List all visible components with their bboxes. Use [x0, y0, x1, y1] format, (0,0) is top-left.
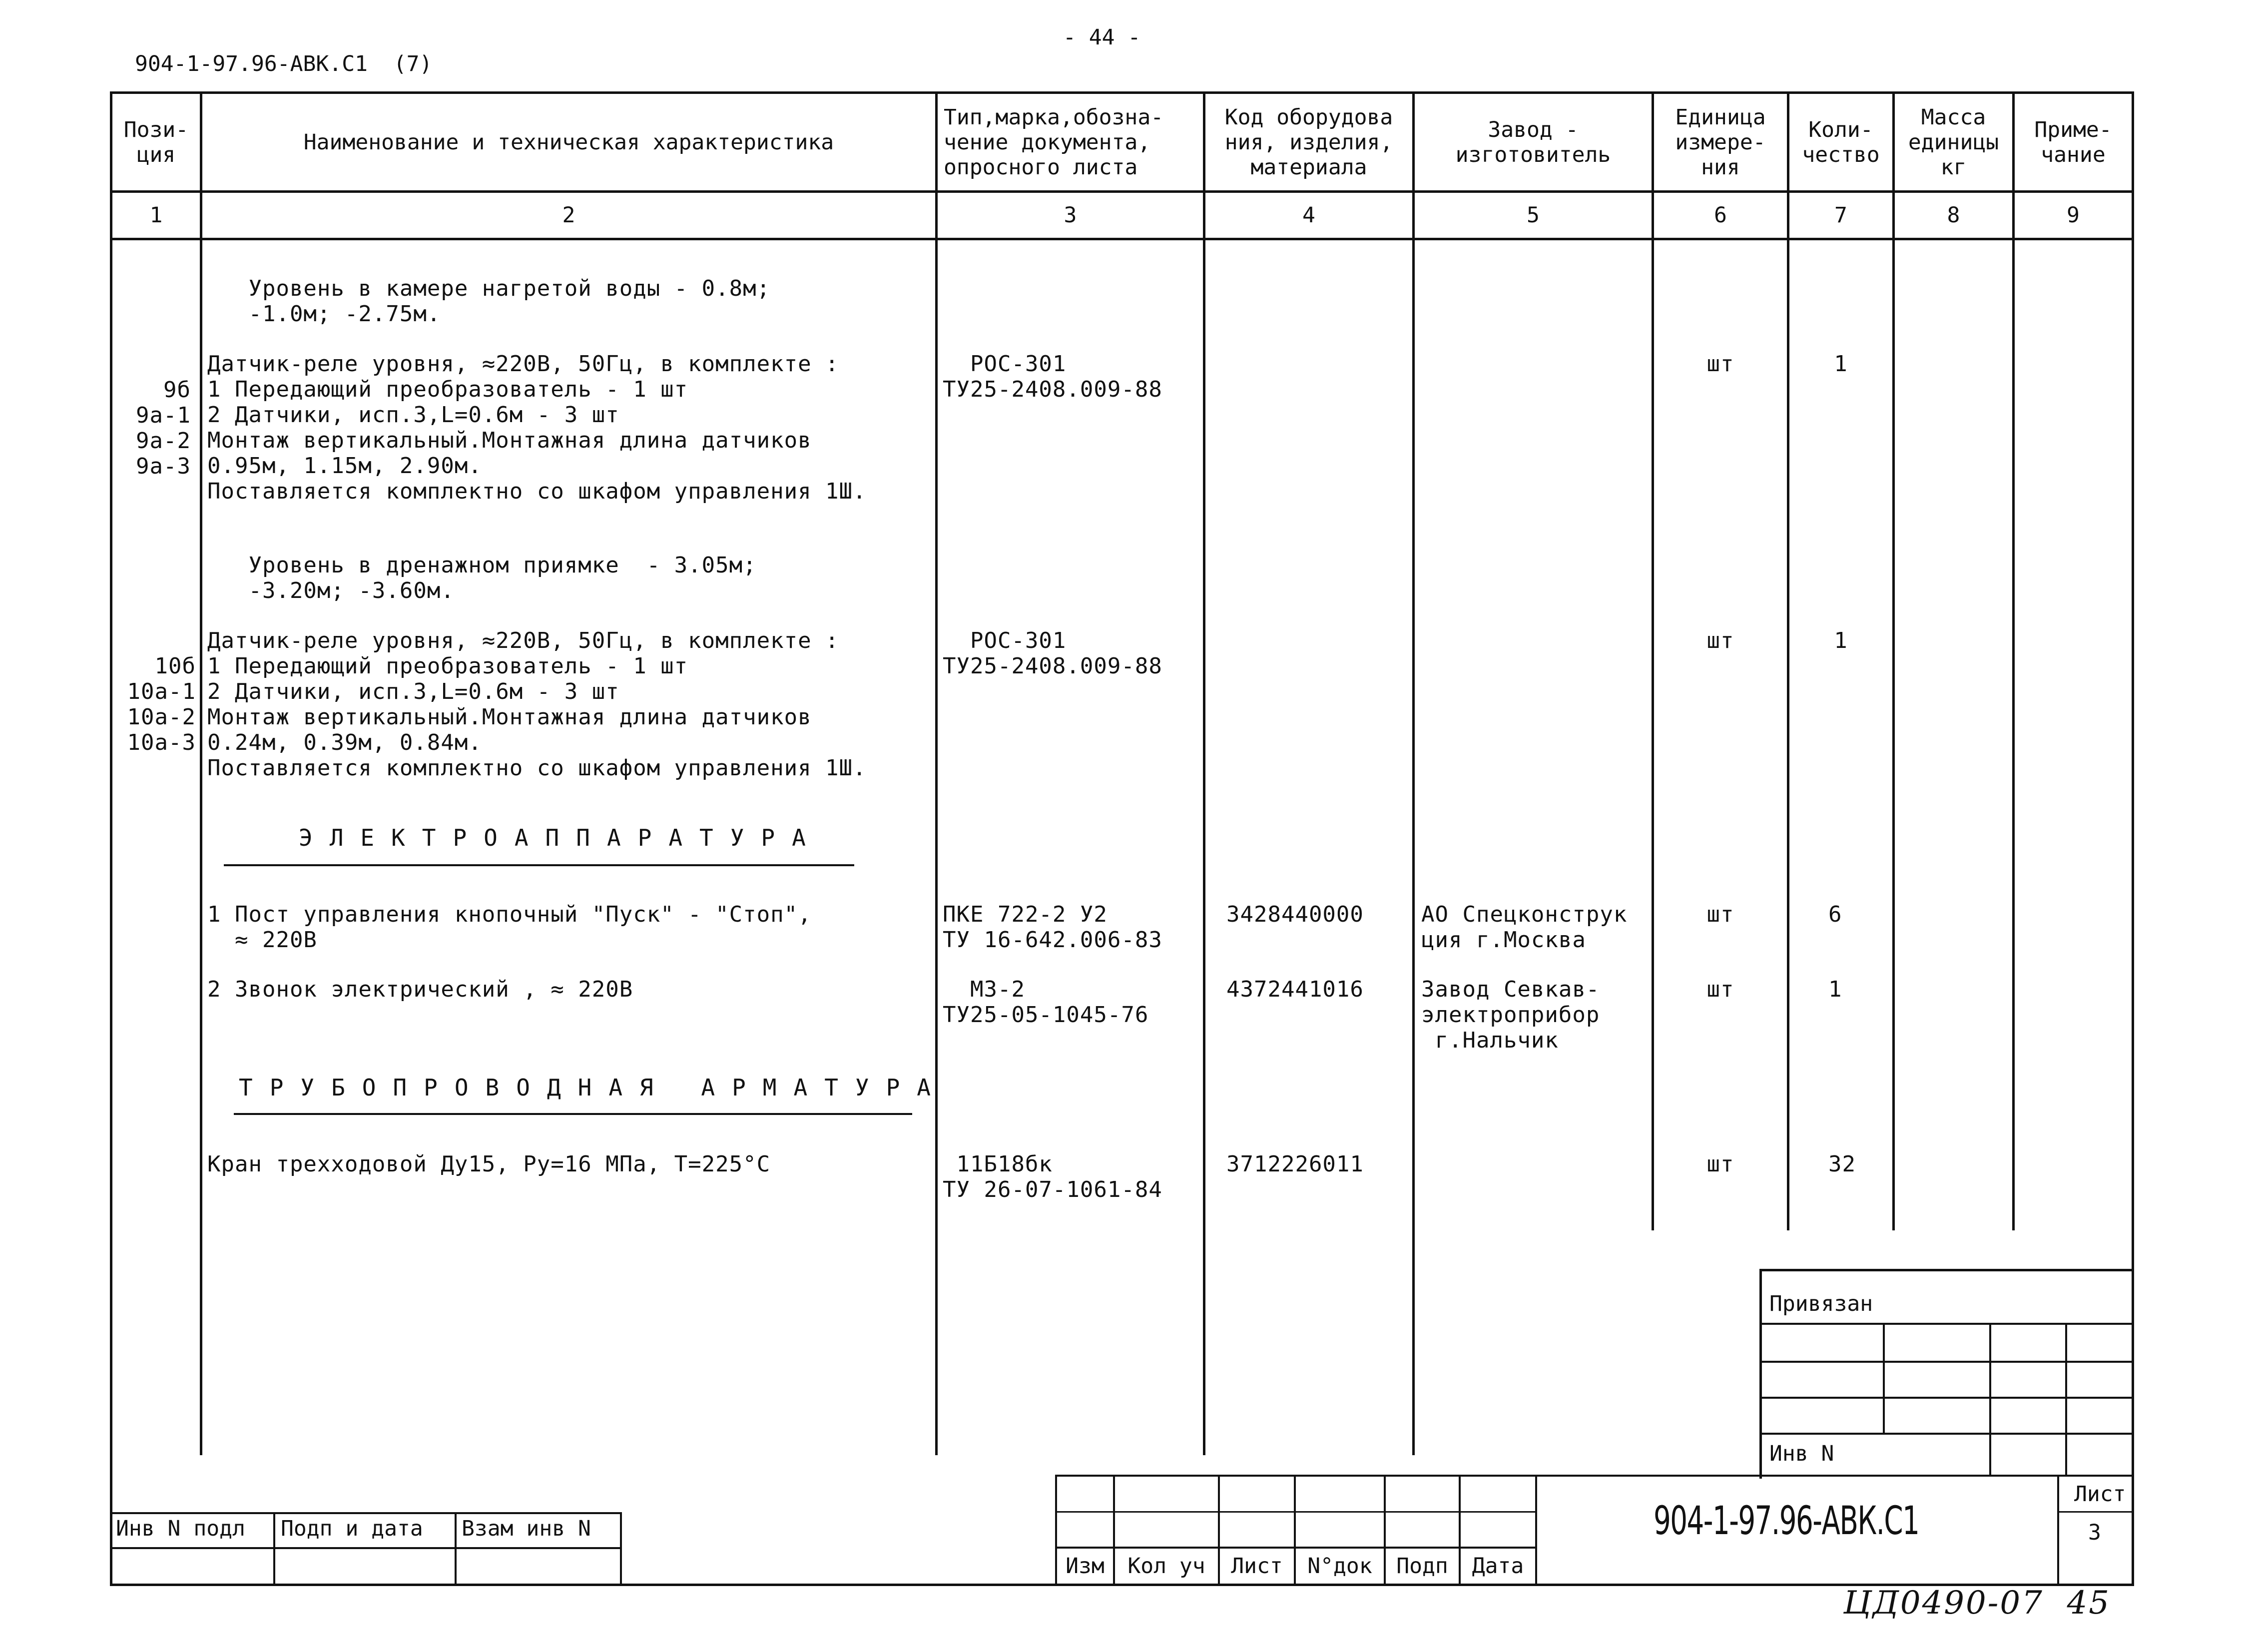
header-qty: Коли- чество	[1802, 117, 1880, 167]
attached-label: Привязан	[1769, 1291, 1873, 1316]
header-maker: Завод - изготовитель	[1455, 117, 1611, 167]
row1-qty: 1	[1834, 351, 1848, 377]
row8-qty: 32	[1828, 1151, 1856, 1177]
handwritten-archive-code: ЦД0490-07 45	[1843, 1585, 2111, 1622]
doc-ref-top: 904-1-97.96-АВК.С1 (7)	[135, 51, 433, 76]
colnum-7: 7	[1834, 203, 1847, 228]
change-col-date: Дата	[1472, 1554, 1524, 1579]
section-pipeline: ТРУБОПРОВОДНАЯ АРМАТУРА	[239, 1074, 948, 1101]
row3-pos: 10б 10а-1 10а-2 10а-3	[127, 653, 196, 755]
section-electrical: ЭЛЕКТРОАППАРАТУРА	[299, 824, 823, 851]
change-col-sign: Подп	[1396, 1554, 1448, 1579]
row3-type: РОС-301 ТУ25-2408.009-88	[943, 628, 1162, 679]
row1-unit: шт	[1706, 351, 1734, 377]
row3-name: Датчик-реле уровня, ≈220В, 50Гц, в комплекте : 1 Передающий преобразователь - 1 шт 2 Датчики, исп.3,L=0.6м - 3 шт Монтаж вертикальный.Монтажная длина датчиков 0.24м, 0.39м, 0.84м. Поставляется комплектно со шкафом управления 1Ш.	[207, 628, 867, 781]
row2-name: Уровень в дренажном приямке - 3.05м; -3.20м; -3.60м.	[248, 552, 757, 603]
colnum-1: 1	[149, 203, 163, 228]
colnum-3: 3	[1064, 203, 1077, 228]
colnum-4: 4	[1302, 203, 1315, 228]
row6-name: 2 Звонок электрический , ≈ 220В	[207, 977, 633, 1002]
row3-qty: 1	[1834, 628, 1848, 653]
row5-maker: АО Спецконструк ция г.Москва	[1421, 902, 1628, 953]
row6-type: МЗ-2 ТУ25-05-1045-76	[943, 977, 1149, 1028]
colnum-2: 2	[562, 203, 575, 228]
row6-unit: шт	[1706, 977, 1734, 1002]
doc-code: 904-1-97.96-АВК.С1	[1654, 1499, 1919, 1544]
change-col-doc: N°док	[1307, 1554, 1372, 1579]
row8-type: 11Б18бк ТУ 26-07-1061-84	[943, 1151, 1162, 1202]
row8-code: 3712226011	[1226, 1151, 1364, 1177]
row5-name: 1 Пост управления кнопочный "Пуск" - "Стоп", ≈ 220В	[207, 902, 812, 953]
header-mass: Масса единицы кг	[1908, 104, 1999, 180]
stamp-replaced-inv: Взам инв N	[462, 1516, 591, 1541]
row3-unit: шт	[1706, 628, 1734, 653]
row8-name: Кран трехходовой Ду15, Ру=16 МПа, Т=225°С	[207, 1151, 771, 1177]
header-position: Пози- ция	[123, 117, 189, 167]
change-col-list: Лист	[1231, 1554, 1283, 1579]
stamp-inv-orig: Инв N подл	[116, 1516, 245, 1541]
row6-qty: 1	[1828, 977, 1842, 1002]
sheet-number: 3	[2088, 1520, 2101, 1545]
colnum-5: 5	[1527, 203, 1540, 228]
row1-pos: 9б 9а-1 9а-2 9а-3	[136, 377, 191, 479]
row6-maker: Завод Севкав- электроприбор г.Нальчик	[1421, 977, 1600, 1053]
row1-type: РОС-301 ТУ25-2408.009-88	[943, 351, 1162, 402]
colnum-9: 9	[2067, 203, 2080, 228]
row5-unit: шт	[1706, 902, 1734, 927]
colnum-8: 8	[1947, 203, 1960, 228]
stamp-sign-date: Подп и дата	[281, 1516, 423, 1541]
change-col-kol: Кол уч	[1127, 1554, 1205, 1579]
row6-code: 4372441016	[1226, 977, 1364, 1002]
change-col-izm: Изм	[1066, 1554, 1105, 1579]
header-type: Тип,марка,обозна- чение документа, опросного листа	[944, 104, 1164, 180]
header-note: Приме- чание	[2034, 117, 2112, 167]
section-electrical-underline	[224, 864, 854, 866]
row5-qty: 6	[1828, 902, 1842, 927]
row5-code: 3428440000	[1226, 902, 1364, 927]
header-unit: Единица измере- ния	[1675, 104, 1766, 180]
colnum-6: 6	[1714, 203, 1727, 228]
header-name: Наименование и техническая характеристика	[303, 129, 834, 155]
row1-name: Датчик-реле уровня, ≈220В, 50Гц, в комплекте : 1 Передающий преобразователь - 1 шт 2 Датчики, исп.3,L=0.6м - 3 шт Монтаж вертикальный.Монтажная длина датчиков 0.95м, 1.15м, 2.90м. Поставляется комплектно со шкафом управления 1Ш.	[207, 351, 867, 504]
attached-inv-label: Инв N	[1769, 1441, 1834, 1466]
header-code: Код оборудова ния, изделия, материала	[1224, 104, 1393, 180]
row8-unit: шт	[1706, 1151, 1734, 1177]
sheet-label: Лист	[2074, 1482, 2126, 1507]
row0-name: Уровень в камере нагретой воды - 0.8м; -1.0м; -2.75м.	[248, 276, 771, 327]
page-number: - 44 -	[1063, 25, 1141, 50]
section-pipeline-underline	[234, 1113, 912, 1115]
row5-type: ПКЕ 722-2 У2 ТУ 16-642.006-83	[943, 902, 1162, 953]
